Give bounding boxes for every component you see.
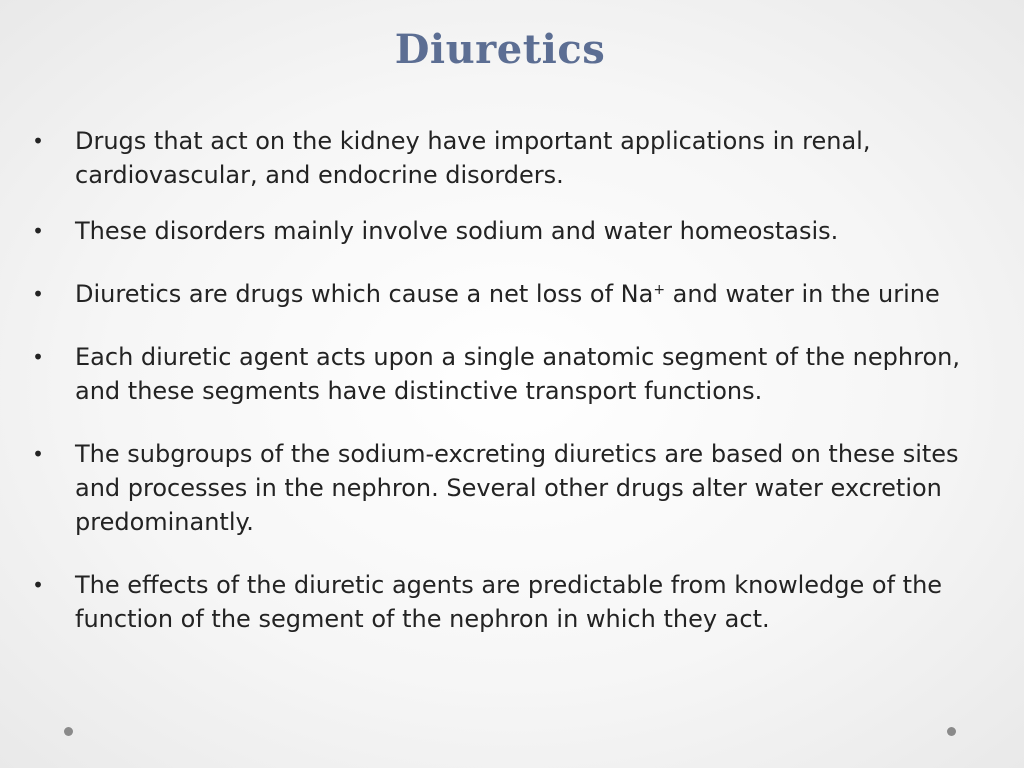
bullet-text: The effects of the diuretic agents are predictable from knowledge of the function of the segment of the nephron in which they act.: [75, 571, 943, 633]
bullet-icon: •: [32, 573, 44, 597]
decorative-dot-icon: [947, 727, 956, 736]
bullet-item: [28, 568, 993, 636]
bullet-icon: •: [32, 345, 44, 369]
bullet-item: [28, 277, 993, 311]
bullet-text: Drugs that act on the kidney have important applications in renal, cardiovascular, and endocrine disorders.: [75, 127, 871, 189]
bullet-item: [28, 124, 993, 192]
bullet-icon: •: [32, 219, 44, 243]
bullet-item: [28, 437, 993, 539]
bullet-text-end: and water in the urine: [665, 280, 940, 308]
bullet-text: Each diuretic agent acts upon a single anatomic segment of the nephron, and these segments have distinctive transport functions.: [75, 343, 960, 405]
sodium-ion-superscript: +: [653, 282, 666, 298]
bullet-text: [75, 280, 940, 308]
bullet-item: [28, 214, 993, 248]
bullet-list: [28, 124, 993, 636]
decorative-dot-icon: [64, 727, 73, 736]
bullet-icon: •: [32, 442, 44, 466]
bullet-item: [28, 340, 993, 408]
bullet-text: The subgroups of the sodium-excreting diuretics are based on these sites and processes in the nephron. Several other drugs alter water excretion predominantly.: [75, 440, 959, 536]
bullet-icon: •: [32, 282, 44, 306]
slide-title: Diuretics: [394, 26, 606, 73]
bullet-text-start: Diuretics are drugs which cause a net loss of Na: [75, 280, 654, 308]
bullet-text: These disorders mainly involve sodium and water homeostasis.: [75, 217, 839, 245]
bullet-icon: •: [32, 129, 44, 153]
